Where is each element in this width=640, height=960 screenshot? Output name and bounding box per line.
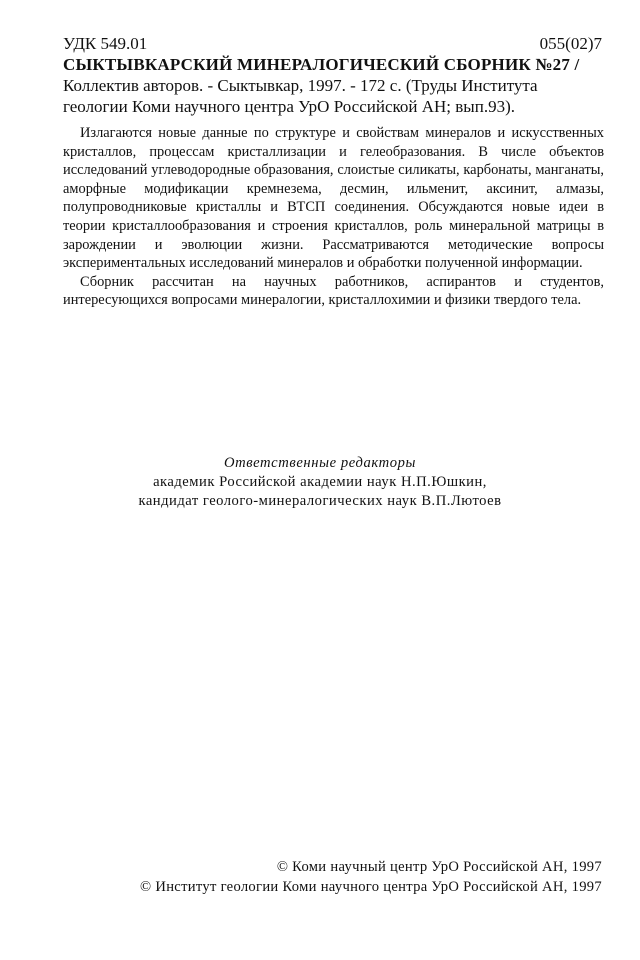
editor-line: кандидат геолого-минералогических наук В.П.Лютоев [138,493,502,509]
collection-title: СЫКТЫВКАРСКИЙ МИНЕРАЛОГИЧЕСКИЙ СБОРНИК №27 / [63,55,580,74]
responsible-editors [0,454,640,511]
copyright-line: © Институт геологии Коми научного центра УрО Российской АН, 1997 [140,879,602,895]
udc-code: УДК 549.01 [63,34,148,53]
abstract-paragraph: Излагаются новые данные по структуре и свойствам минералов и искусственных кристаллов, процессам кристаллизации и гелеобразования. В числе объектов исследований углеводородные образования, слоистые силикаты, карбонаты, манганаты, аморфные модификации кремнезема, десмин, ильменит, аксинит, алмазы, полупроводниковые кристаллы и ВТСП соединения. Обсуждаются новые идеи в теории кристаллообразования и строения кристаллов, роль минеральной матрицы в зарождении и эволюции жизни. Рассматриваются методические вопросы экспериментальных исследований минералов и обработки полученной информации. [63,125,604,272]
bibliographic-details: Коллектив авторов. - Сыктывкар, 1997. - 172 с. (Труды Института геологии Коми научного центра УрО Российской АН; вып.93). [63,76,538,116]
copyright-line: © Коми научный центр УрО Российской АН, 1997 [276,859,602,875]
editors-heading: Ответственные редакторы [223,455,417,471]
bbk-code: 055(02)7 [539,34,602,53]
bibliographic-record [63,54,604,117]
classification-header [63,34,602,54]
editor-line: академик Российской академии наук Н.П.Юшкин, [153,474,487,490]
copyright-block [42,857,602,897]
abstract-paragraph: Сборник рассчитан на научных работников, аспирантов и студентов, интересующихся вопросами минералогии, кристаллохимии и физики твердого тела. [63,273,604,309]
abstract [63,124,604,310]
